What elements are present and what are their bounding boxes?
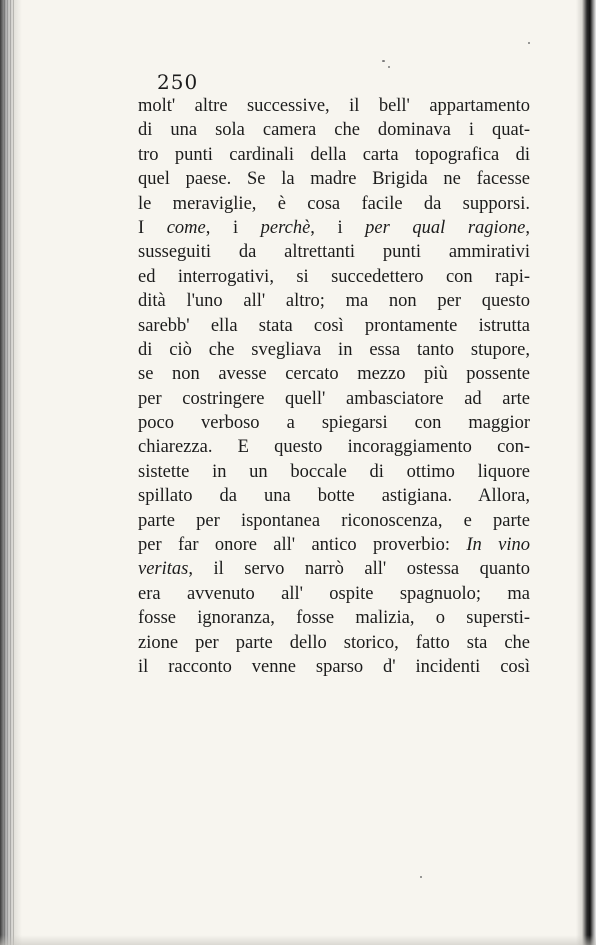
text-line <box>138 314 530 338</box>
text-line <box>138 362 530 386</box>
page-number: 250 <box>157 70 199 94</box>
text-run: dità l'uno all' altro; ma non per questo <box>138 291 530 312</box>
text-line <box>138 387 530 411</box>
text-line <box>138 631 530 655</box>
paper-speck <box>420 876 422 878</box>
left-page-edge-texture <box>4 0 14 945</box>
text-run: spillato da una botte astigiana. Allora, <box>138 486 530 507</box>
text-run: I <box>138 217 167 238</box>
text-run: tro punti cardinali della carta topografica di <box>138 144 530 165</box>
text-run: , il servo narrò all' ostessa quanto <box>188 559 530 580</box>
text-run: chiarezza. E questo incoraggiamento con- <box>138 437 530 458</box>
text-line <box>138 167 530 191</box>
text-run: parte per ispontanea riconoscenza, e parte <box>138 510 530 531</box>
text-line <box>138 94 530 118</box>
text-run: il racconto venne sparso d' incidenti così <box>138 656 530 677</box>
text-line <box>138 192 530 216</box>
text-line <box>138 533 530 557</box>
text-line <box>138 460 530 484</box>
text-line <box>138 484 530 508</box>
text-run: le meraviglie, è cosa facile da supporsi. <box>138 193 530 214</box>
italic-text-run: come <box>166 217 206 238</box>
text-line <box>138 411 530 435</box>
text-run: di una sola camera che dominava i quat- <box>138 120 530 141</box>
text-run: ed interrogativi, si succedettero con rapi- <box>138 266 530 287</box>
text-run: , i <box>205 217 261 238</box>
text-run: molt' altre successive, il bell' appartamento <box>138 96 530 116</box>
italic-text-run: In vino <box>466 535 530 556</box>
text-run: poco verboso a spiegarsi con maggior <box>138 413 530 434</box>
italic-text-run: veritas <box>138 559 189 580</box>
text-run: fosse ignoranza, fosse malizia, o supersti- <box>138 608 530 629</box>
text-line <box>138 289 530 313</box>
text-line <box>138 216 530 240</box>
text-run: quel paese. Se la madre Brigida ne facesse <box>138 169 530 190</box>
text-line <box>138 143 530 167</box>
text-line <box>138 557 530 581</box>
text-line <box>138 606 530 630</box>
text-run: susseguiti da altrettanti punti ammirativi <box>138 242 530 263</box>
text-run: zione per parte dello storico, fatto sta che <box>138 632 530 653</box>
text-run: era avvenuto all' ospite spagnuolo; ma <box>138 583 530 604</box>
text-run: sarebb' ella stata così prontamente istrutta <box>138 315 530 336</box>
text-line <box>138 655 530 679</box>
paper-speck <box>388 66 390 68</box>
body-text <box>138 94 530 679</box>
bottom-page-edge <box>0 935 596 945</box>
text-run: se non avesse cercato mezzo più possente <box>138 364 530 385</box>
text-line <box>138 509 530 533</box>
italic-text-run: per qual ragione <box>365 217 526 238</box>
text-line <box>138 240 530 264</box>
right-binding-edge <box>576 0 596 945</box>
text-run: sistette in un boccale di ottimo liquore <box>138 461 530 482</box>
paper-speck <box>528 42 530 44</box>
text-line <box>138 582 530 606</box>
paper-speck <box>382 60 385 62</box>
text-run: di ciò che svegliava in essa tanto stupore, <box>138 339 530 360</box>
text-line <box>138 265 530 289</box>
text-line <box>138 338 530 362</box>
italic-text-run: perchè <box>260 217 311 238</box>
text-line <box>138 118 530 142</box>
text-run: , i <box>310 217 366 238</box>
text-run: per far onore all' antico proverbio: <box>138 535 467 556</box>
text-run: per costringere quell' ambasciatore ad arte <box>138 388 530 409</box>
text-run: , <box>525 217 531 238</box>
text-line <box>138 435 530 459</box>
